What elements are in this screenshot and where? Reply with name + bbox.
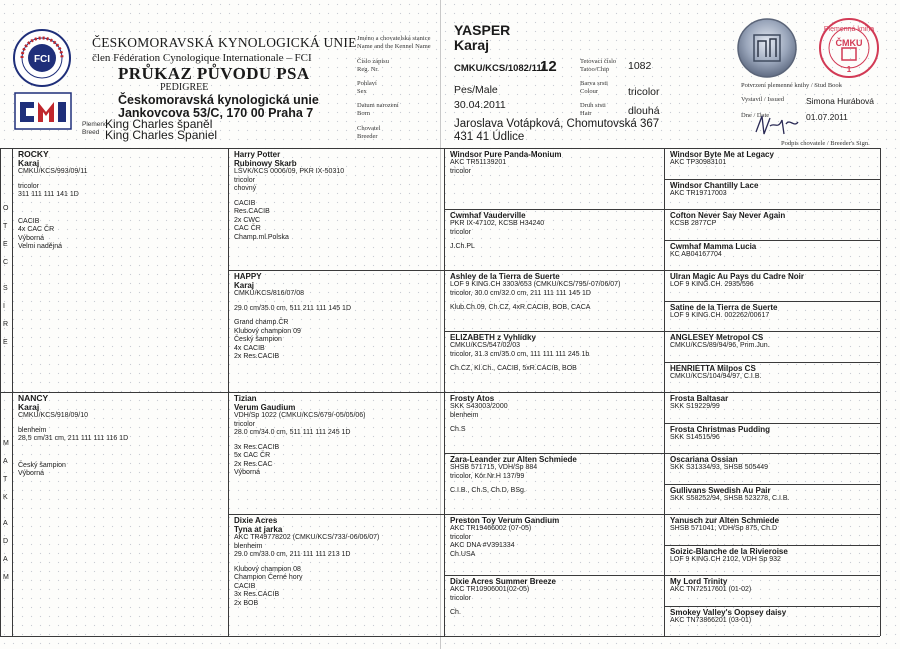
ancestor-detail: KCSB 2877CP (670, 220, 717, 227)
svg-text:ČMKU: ČMKU (835, 38, 863, 48)
ancestor-detail: AKC TN73866201 (03-01) (670, 617, 752, 624)
ancestor-detail: Český šampion (234, 336, 282, 343)
ancestor-detail: tricolor (450, 533, 472, 541)
ancestor-cell (234, 150, 440, 269)
table-bottom-border (0, 636, 880, 637)
breeder-address: 431 41 Údlice (454, 131, 525, 143)
ancestor-name: Zara-Leander zur Alten Schmiede (450, 455, 577, 464)
ancestor-detail: blenheim (18, 426, 47, 434)
row-divider (664, 240, 880, 241)
ancestor-detail: LOF 9 KING.CH. 002262/00617 (670, 312, 770, 319)
label-reg: Číslo zápisu Reg. Nr. (357, 58, 389, 73)
label-issued: Vystavil / Issued (741, 96, 784, 103)
ancestor-detail: Ch.USA (450, 550, 476, 558)
ancestor-cell (670, 211, 876, 239)
label-signature: Podpis chovatele / Breeder's Sign. (781, 140, 870, 147)
ancestor-detail: AKC TR19466002 (07-05) (450, 525, 532, 532)
row-divider (664, 209, 880, 210)
ancestor-name: Oscariana Ossian (670, 455, 738, 464)
ancestor-kennel: Karaj (234, 281, 255, 290)
ancestor-detail: 3x Res.CACIB (234, 591, 280, 598)
ancestor-cell (18, 394, 224, 635)
dam-letter: K (3, 494, 8, 501)
pedigree-title: PRŮKAZ PŮVODU PSA (118, 64, 310, 83)
ancestor-detail: Champ.ml.Polska (234, 233, 289, 241)
ancestor-detail: SKK S14515/96 (670, 434, 720, 441)
ancestor-detail: Ch.CZ, Kl.Ch., CACIB, 5xR.CACIB, BOB (450, 365, 577, 372)
ancestor-detail: tricolor, 30.0 cm/32.0 cm, 211 111 111 145 1D (450, 289, 591, 297)
breed-cz: King Charles španěl (105, 117, 213, 131)
ancestor-detail: Český šampion (18, 461, 66, 469)
row-divider (664, 392, 880, 393)
ancestor-detail: Velmi nadějná (18, 243, 62, 250)
label-colour: Barva srsti Colour (580, 80, 608, 95)
ancestor-detail: 5x CAC ČR (234, 452, 271, 459)
ancestor-kennel: Rubinowy Skarb (234, 159, 297, 168)
ancestor-detail: AKC TR10906001(02-05) (450, 586, 530, 593)
ancestor-detail: Výborná (18, 234, 45, 242)
cmku-logo-icon (14, 92, 72, 130)
ancestor-name: Cwmhaf Mamma Lucia (670, 242, 757, 251)
ancestor-name: Dixie Acres (234, 516, 278, 525)
ancestor-detail: 311 111 111 141 1D (18, 191, 79, 198)
ancestor-cell (234, 272, 440, 391)
sex-value: Pes/Male (454, 84, 498, 96)
svg-text:Plemenná kniha: Plemenná kniha (823, 26, 875, 33)
ancestor-detail: LOF 9 KING.CH. 2935/596 (670, 281, 754, 288)
colour-value: tricolor (628, 86, 660, 98)
dog-name: YASPER (454, 22, 511, 38)
registration-suffix: 12 (540, 58, 557, 75)
row-divider (664, 301, 880, 302)
label-sex: Pohlaví Sex (357, 80, 377, 95)
breed-en: King Charles Spaniel (105, 128, 218, 142)
svg-text:1: 1 (846, 65, 852, 74)
ancestor-detail: 2x Res.CAC (234, 460, 273, 468)
ancestor-detail: CMKU/KCS/547/02/03 (450, 342, 521, 349)
ancestor-cell (450, 211, 660, 269)
table-top-border (0, 148, 880, 149)
ancestor-detail: CMKU/KCS/816/07/08 (234, 290, 305, 297)
ancestor-detail: CAC ČR (234, 225, 261, 232)
label-date: Dne / Date (741, 112, 770, 119)
sire-letter: O (3, 205, 9, 212)
ancestor-detail: PKR IX-47102, KCSB H34240 (450, 220, 545, 227)
ancestor-detail: AKC DNA #V391334 (450, 542, 515, 549)
row-divider (664, 362, 880, 363)
spacer (450, 188, 660, 194)
row-divider (664, 545, 880, 546)
ancestor-detail: 2x BOB (234, 599, 259, 607)
label-breeder: Chovatel Breeder (357, 125, 381, 140)
ancestor-cell (670, 577, 876, 605)
ancestor-detail: LOF 9 KING.CH 2102, VDH Sp 932 (670, 556, 781, 563)
ancestor-detail: LOF 9 KING.CH 3303/653 (CMKU/KCS/795/-07/06/07) (450, 281, 621, 288)
svg-text:FCI: FCI (33, 54, 51, 65)
dam-letter: A (3, 520, 8, 527)
ancestor-name: NANCY (18, 394, 49, 403)
ancestor-detail: Klubový champion 09 (234, 327, 301, 335)
ancestor-detail: tricolor (18, 182, 40, 190)
ancestor-name: Dixie Acres Summer Breeze (450, 577, 556, 586)
ancestor-name: Harry Potter (234, 150, 281, 159)
ancestor-detail: SKK S58252/94, SHSB 523278, C.I.B. (670, 495, 790, 502)
dog-kennel: Karaj (454, 37, 490, 53)
ancestor-cell (670, 516, 876, 544)
ancestor-detail: CMKU/KCS/918/09/10 (18, 412, 89, 419)
ancestor-cell (670, 425, 876, 453)
dam-letter: A (3, 458, 8, 465)
row-divider (664, 270, 880, 271)
ancestor-detail: tricolor, Kör.Nr.H 137/99 (450, 472, 525, 480)
ancestor-detail: CACIB (18, 217, 40, 225)
ancestor-detail: blenheim (234, 542, 263, 550)
ancestor-cell (670, 608, 876, 636)
ancestor-detail: Grand champ.ČR (234, 319, 289, 326)
ancestor-name: My Lord Trinity (670, 577, 728, 586)
ancestor-detail: SKK S43003/2000 (450, 403, 508, 410)
sire-letter: E (3, 241, 8, 248)
ancestor-detail: 2x CWC (234, 216, 261, 224)
ancestor-name: HENRIETTA Milpos CS (670, 364, 756, 373)
ancestor-name: HAPPY (234, 272, 262, 281)
ancestor-cell (450, 516, 660, 574)
ancestor-detail: Výborná (234, 469, 261, 476)
ancestor-detail: AKC TN72517601 (01-02) (670, 586, 752, 593)
ancestor-detail: tricolor (450, 594, 472, 602)
sire-letter: C (3, 259, 9, 266)
ancestor-detail: VDH/Sp 1022 (CMKU/KCS/679/-05/05/06) (234, 412, 366, 419)
row-divider (664, 331, 880, 332)
ancestor-name: Gullivans Swedish Au Pair (670, 486, 771, 495)
ancestor-cell (670, 394, 876, 422)
ancestor-name: Yanusch zur Alten Schmiede (670, 516, 780, 525)
issued-date: 01.07.2011 (806, 112, 848, 122)
registration-number: CMKU/KCS/1082/11/ (454, 63, 545, 74)
row-divider (664, 484, 880, 485)
ancestor-detail: Klub.Ch.09, Ch.CZ, 4xR.CACIB, BOB, CACA (450, 304, 591, 311)
ancestor-detail: Ch. (450, 609, 461, 616)
ancestor-cell (450, 577, 660, 635)
dam-letter: T (3, 476, 8, 483)
ancestor-name: Frosta Baltasar (670, 394, 729, 403)
ancestor-name: Soizic-Blanche de la Rivieroise (670, 547, 788, 556)
ancestor-name: ELIZABETH z Vyhlídky (450, 333, 536, 342)
ancestor-detail: 4x CAC ČR (18, 226, 55, 233)
ancestor-cell (450, 150, 660, 208)
ancestor-detail: LŠVK/KCS 0006/09, PKR IX-50310 (234, 168, 345, 175)
hair-value: dlouhá (628, 105, 660, 117)
ancestor-cell (670, 150, 876, 178)
ancestor-cell (234, 394, 440, 513)
label-born: Datum narození Born (357, 102, 399, 117)
sire-letter: S (3, 285, 8, 292)
ancestor-detail: CACIB (234, 199, 256, 207)
column-divider (880, 148, 881, 636)
row-divider (664, 575, 880, 576)
ancestor-name: Preston Toy Verum Gandium (450, 516, 560, 525)
union-name: Českomoravská kynologická unie (118, 93, 319, 107)
ancestor-kennel: Karaj (18, 158, 40, 168)
ancestor-name: Frosta Christmas Pudding (670, 425, 771, 434)
row-divider (664, 514, 880, 515)
ancestor-cell (450, 394, 660, 452)
ancestor-name: Windsor Byte Me at Legacy (670, 150, 774, 159)
ancestor-detail: Klubový champion 08 (234, 565, 301, 573)
row-divider (664, 606, 880, 607)
ancestor-name: Windsor Chantilly Lace (670, 181, 759, 190)
ancestor-detail: AKC TR19717003 (670, 190, 727, 197)
ancestor-detail: C.I.B., Ch.S, Ch.D, BSg. (450, 487, 526, 494)
label-studbook: Potvrzení plemenné knihy / Stud Book (741, 82, 842, 89)
dam-letter: D (3, 538, 9, 545)
ancestor-detail: Výborná (18, 470, 45, 477)
ancestor-cell (670, 242, 876, 270)
hologram-seal-icon (736, 17, 798, 79)
ancestor-name: ROCKY (18, 150, 49, 159)
ancestor-name: Frosty Atos (450, 394, 495, 403)
ancestor-name: Smokey Valley's Oopsey daisy (670, 608, 787, 617)
ancestor-detail: tricolor (450, 228, 472, 236)
row-divider (664, 453, 880, 454)
ancestor-name: Ashley de la Tierra de Suerte (450, 272, 560, 281)
dam-letter: M (3, 440, 9, 447)
signature-icon (752, 112, 800, 138)
ancestor-name: ANGLESEY Metropol CS (670, 333, 764, 342)
ancestor-detail: blenheim (450, 411, 479, 419)
ancestor-detail: SKK S19229/99 (670, 403, 720, 410)
ancestor-cell (670, 333, 876, 361)
ancestor-detail: tricolor (234, 420, 256, 428)
breed-label-cz: Plemeno (82, 121, 108, 128)
ancestor-detail: tricolor (234, 176, 256, 184)
ancestor-detail: Champion Černé hory (234, 574, 303, 581)
ancestor-cell (670, 272, 876, 300)
ancestor-cell (670, 181, 876, 209)
ancestor-kennel: Tyna at jarka (234, 525, 283, 534)
row-divider (664, 423, 880, 424)
ancestor-name: Ulran Magic Au Pays du Cadre Noir (670, 272, 804, 281)
ancestor-detail: 29.0 cm/35.0 cm, 511 211 111 145 1D (234, 304, 352, 312)
ancestor-detail: KC AB04167704 (670, 251, 722, 258)
ancestor-detail: Res.CACIB (234, 208, 270, 215)
born-value: 30.04.2011 (454, 99, 506, 111)
ancestor-detail: AKC TP30983101 (670, 159, 727, 166)
pedigree-subtitle: PEDIGREE (160, 82, 209, 93)
ancestor-detail: Ch.S (450, 426, 466, 433)
ancestor-detail: SKK S31334/93, SHSB 505449 (670, 464, 769, 471)
ancestor-cell (670, 364, 876, 392)
studbook-stamp-icon (818, 17, 880, 79)
tattoo-value: 1082 (628, 60, 652, 72)
row-divider (664, 179, 880, 180)
ancestor-kennel: Karaj (18, 402, 40, 412)
ancestor-name: Satine de la Tierra de Suerte (670, 303, 778, 312)
ancestor-cell (670, 303, 876, 331)
ancestor-cell (450, 272, 660, 330)
breeder-name: Jaroslava Votápková, Chomutovská 367 (454, 118, 660, 130)
ancestor-name: Cwmhaf Vauderville (450, 211, 526, 220)
label-tattoo: Tetovací číslo Tatoo/Chip (580, 58, 617, 73)
label-name: Jméno a chovatelská stanice Name and the Kennel Name (357, 35, 431, 50)
fci-logo-icon (12, 28, 72, 88)
ancestor-detail: SHSB 571715, VDH/Sp 884 (450, 464, 538, 471)
sire-dam-divider (0, 392, 228, 393)
ancestor-detail: tricolor, 31.3 cm/35.0 cm, 111 111 111 245 1b (450, 350, 590, 358)
issued-by: Simona Hurábová (806, 96, 875, 106)
ancestor-detail: 4x CACIB (234, 344, 265, 352)
sire-letter: I (3, 303, 5, 310)
org-title: ČESKOMORAVSKÁ KYNOLOGICKÁ UNIE (92, 35, 357, 50)
ancestor-detail: 29.0 cm/33.0 cm, 211 111 111 213 1D (234, 551, 351, 558)
sire-letter: E (3, 339, 8, 346)
ancestor-detail: J.Ch.PL (450, 243, 475, 250)
ancestor-detail: chovný (234, 185, 257, 192)
dam-letter: A (3, 556, 8, 563)
ancestor-detail: CACIB (234, 582, 256, 590)
fold-line (440, 0, 441, 649)
ancestor-name: Cofton Never Say Never Again (670, 211, 786, 220)
org-subtitle: člen Fédération Cynologique Internationale – FCI (92, 52, 312, 64)
ancestor-cell (670, 455, 876, 483)
ancestor-cell (670, 486, 876, 514)
breed-label-en: Breed (82, 129, 100, 136)
ancestor-name: Windsor Pure Panda-Monium (450, 150, 562, 159)
ancestor-cell (670, 547, 876, 575)
union-address: Jankovcova 53/C, 170 00 Praha 7 (118, 106, 314, 120)
ancestor-detail: 2x Res.CACIB (234, 353, 280, 360)
ancestor-detail: tricolor (450, 167, 472, 175)
sire-letter: T (3, 223, 8, 230)
ancestor-cell (18, 150, 224, 391)
ancestor-detail: AKC TR51139201 (450, 159, 507, 166)
ancestor-detail: CMKU/KCS/993/09/11 (18, 168, 88, 175)
ancestor-detail: AKC TR49778202 (CMKU/KCS/733/-06/06/07) (234, 534, 380, 541)
ancestor-detail: CMKU/KCS/89/94/96, Prim.Jun. (670, 342, 770, 349)
sire-letter: R (3, 321, 9, 328)
dam-letter: M (3, 574, 9, 581)
ancestor-name: Tizian (234, 394, 257, 403)
ancestor-detail: 28,5 cm/31 cm, 211 111 111 116 1D (18, 435, 129, 442)
ancestor-detail: 3x Res.CACIB (234, 443, 280, 451)
ancestor-cell (450, 333, 660, 391)
ancestor-cell (450, 455, 660, 513)
ancestor-cell (234, 516, 440, 635)
label-hair: Druh srsti Hair (580, 102, 606, 117)
ancestor-detail: CMKU/KCS/104/94/97, C.I.B. (670, 373, 762, 380)
ancestor-kennel: Verum Gaudium (234, 403, 296, 412)
ancestor-detail: 28.0 cm/34.0 cm, 511 111 111 245 1D (234, 429, 351, 436)
ancestor-detail: SHSB 571041, VDH/Sp 875, Ch.D (670, 525, 778, 532)
